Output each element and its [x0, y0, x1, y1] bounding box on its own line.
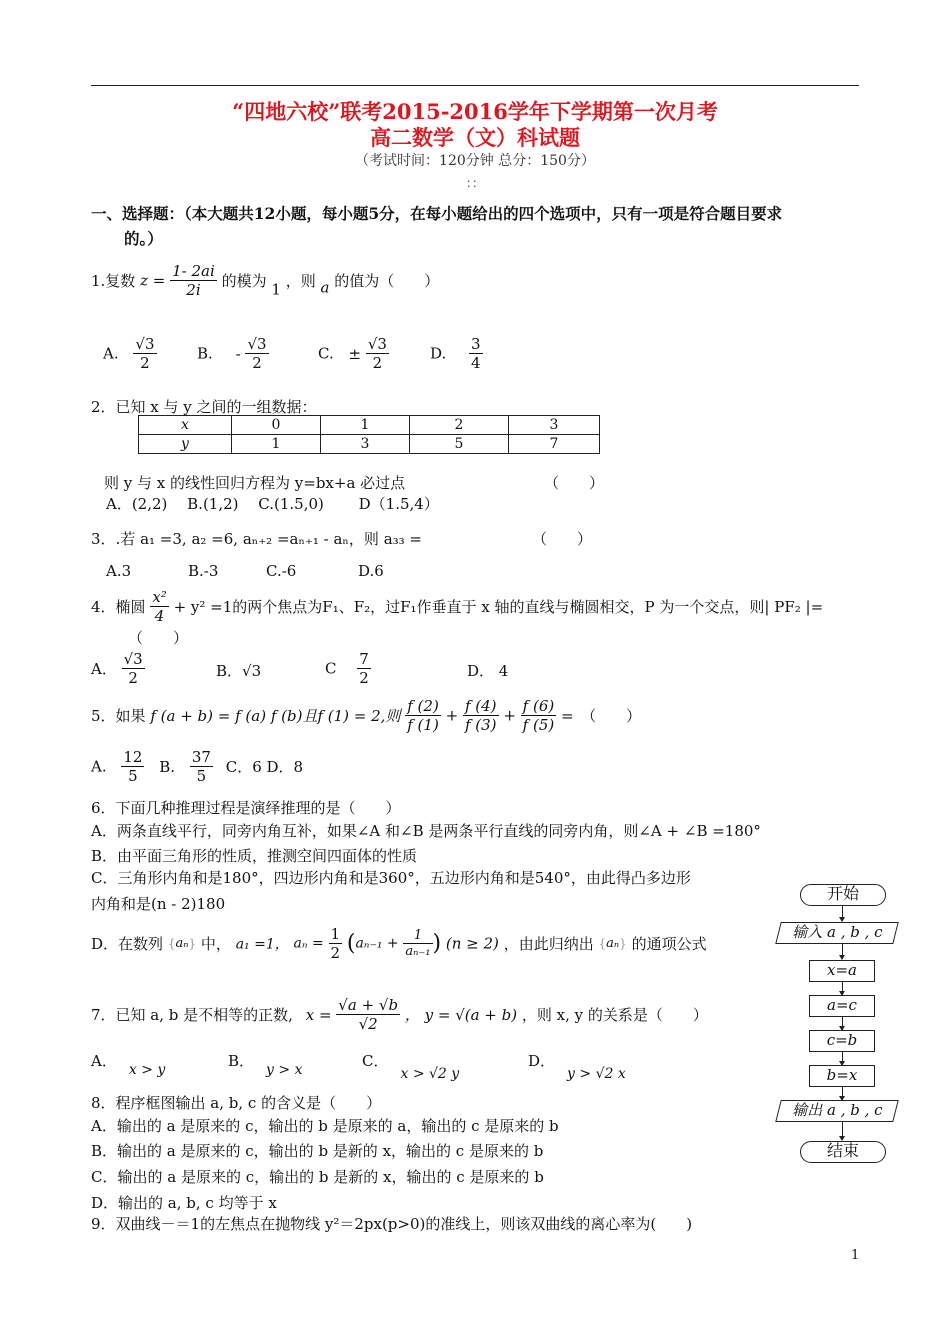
- arrow-icon: [842, 1122, 843, 1140]
- question-6: 6．下面几种推理过程是演绎推理的是（ ）: [91, 799, 401, 817]
- flowchart-step-2: a=c: [809, 995, 875, 1017]
- q7-option-a: A． x > y: [91, 1052, 166, 1078]
- q6-option-a: A．两条直线平行，同旁内角互补，如果∠A 和∠B 是两条平行直线的同旁内角，则∠A + ∠B =180°: [91, 822, 761, 840]
- arrow-icon: [842, 944, 843, 959]
- q3-option-d: D.6: [358, 562, 384, 580]
- exam-subtitle: 高二数学（文）科试题: [370, 125, 580, 150]
- q1-option-b: B. - $\frac{√3}{2}$: [197, 335, 267, 372]
- question-4: 4．椭圆 $\frac{\text{x²}}{4}$ + y² =1的两个焦点为F₁、F₂，过F₁作垂直于 x 轴的直线与椭圆相交，P 为一个交点，则| PF₂ |=: [91, 588, 824, 625]
- arrow-icon: [842, 1052, 843, 1065]
- q8-option-a: A．输出的 a 是原来的 c，输出的 b 是原来的 a，输出的 c 是原来的 b: [91, 1117, 559, 1135]
- flowchart-input: 输入 a , b , c: [775, 922, 898, 944]
- q4-option-d: D． 4: [467, 662, 509, 680]
- question-2: 2．已知 x 与 y 之间的一组数据：: [91, 398, 317, 416]
- q8-option-d: D．输出的 a, b, c 均等于 x: [91, 1194, 277, 1212]
- arrow-icon: [842, 1017, 843, 1030]
- q7-option-c: C．x > √2 y: [362, 1052, 460, 1082]
- question-9: 9．双曲线－＝1的左焦点在抛物线 y²＝2px(p>0)的准线上，则该双曲线的离心率为( ): [91, 1215, 693, 1233]
- table-cell: 0: [232, 416, 321, 435]
- q4-option-c: C $\frac{7}{2}$: [325, 650, 369, 687]
- flowchart-step-3: c=b: [809, 1030, 875, 1052]
- q1-option-d: D. $\frac{3}{4}$: [430, 335, 481, 372]
- q1-option-a: A. $\frac{√3}{2}$: [103, 335, 155, 372]
- arrow-icon: [842, 906, 843, 921]
- q4-option-a: A． $\frac{√3}{2}$: [91, 650, 143, 687]
- question-3: 3．.若 a₁ =3, a₂ =6, aₙ₊₂ =aₙ₊₁ - aₙ，则 a₃₃ =: [91, 530, 422, 548]
- q7-option-d: D．y > √2 x: [528, 1052, 626, 1082]
- exam-info: （考试时间：120分钟 总分：150分）: [355, 153, 595, 169]
- q3-option-c: C.-6: [266, 562, 297, 580]
- table-cell: y: [139, 435, 232, 454]
- q6-option-b: B．由平面三角形的性质，推测空间四面体的性质: [91, 847, 418, 865]
- q8-option-c: C．输出的 a 是原来的 c，输出的 b 是新的 x，输出的 c 是原来的 b: [91, 1168, 544, 1186]
- table-row: [139, 435, 600, 454]
- q3-option-b: B.-3: [188, 562, 219, 580]
- flowchart-output: 输出 a , b , c: [775, 1100, 898, 1122]
- flowchart-start: 开始: [800, 884, 886, 906]
- dots-mark: ：：: [465, 176, 484, 190]
- flowchart-step-1: x=a: [809, 960, 875, 982]
- q7-option-b: B． y > x: [228, 1052, 303, 1078]
- q1-option-c: C. ± $\frac{√3}{2}$: [318, 335, 387, 372]
- q3-option-a: A.3: [106, 562, 132, 580]
- question-5: 5．如果 f (a + b) = f (a) f (b)且f (1) = 2,则 $\frac{f (2)}{f (1)}$ + $\frac{f (4)}{f (3)}$ + $\frac{f (6)}{f (5)}$ = （ ）: [91, 697, 642, 734]
- exam-title: “四地六校”联考2015-2016学年下学期第一次月考: [232, 99, 718, 124]
- table-cell: 1: [232, 435, 321, 454]
- table-cell: 7: [509, 435, 600, 454]
- header-rule: [91, 85, 859, 86]
- section-heading: 一、选择题：（本大题共12小题，每小题5分，在每小题给出的四个选项中，只有一项是符合题目要求: [91, 204, 783, 223]
- q6-option-d: D．在数列 {aₙ} 中， a₁ =1， aₙ = $\frac{1}{2}$ (aₙ₋₁ + $\frac{1}{\text{aₙ₋₁}}$ ) (n ≥ 2) ，由此归纳出 {aₙ} 的通项公式: [91, 925, 707, 962]
- table-cell: x: [139, 416, 232, 435]
- q4-paren: （ ）: [128, 629, 189, 647]
- question-8: 8．程序框图输出 a, b, c 的含义是（ ）: [91, 1094, 382, 1112]
- table-row: [139, 416, 600, 435]
- flowchart-end: 结束: [800, 1141, 886, 1163]
- table-cell: 5: [410, 435, 509, 454]
- q8-option-b: B．输出的 a 是原来的 c，输出的 b 是新的 x，输出的 c 是原来的 b: [91, 1142, 544, 1160]
- q1-fraction: $\frac{1- 2ai}{2i}$: [172, 262, 215, 299]
- q5-options: A. $\frac{12}{5}$ B. $\frac{37}{5}$ C．6 D．8: [91, 748, 304, 785]
- q2-paren: （ ）: [544, 474, 605, 492]
- q3-paren: （ ）: [532, 530, 593, 548]
- section-heading-cont: 的。）: [124, 229, 163, 248]
- arrow-icon: [842, 1087, 843, 1100]
- table-cell: 2: [410, 416, 509, 435]
- table-cell: 1: [321, 416, 410, 435]
- q2-line: 则 y 与 x 的线性回归方程为 y=bx+a 必过点: [104, 474, 406, 492]
- question-7: 7．已知 a, b 是不相等的正数, x = $\frac{√a + √b}{√2}$ ， y = √(a + b) ，则 x, y 的关系是（ ）: [91, 996, 708, 1033]
- flowchart-step-4: b=x: [809, 1065, 875, 1087]
- q2-options: A．(2,2) B.(1,2) C.(1.5,0) D（1.5,4）: [106, 495, 439, 513]
- arrow-icon: [842, 982, 843, 995]
- question-1: 1.复数 z = $\frac{1- 2ai}{2i}$ 的模为 1 ，则 a 的值为（ ）: [91, 262, 440, 299]
- q6-option-c-cont: 内角和是(n - 2)180: [91, 895, 226, 913]
- q6-option-c: C．三角形内角和是180°，四边形内角和是360°，五边形内角和是540°，由此得凸多边形: [91, 869, 691, 887]
- page-number: 1: [851, 1248, 860, 1263]
- table-cell: 3: [321, 435, 410, 454]
- data-table: [138, 415, 600, 454]
- table-cell: 3: [509, 416, 600, 435]
- q4-option-b: B．√3: [216, 662, 262, 680]
